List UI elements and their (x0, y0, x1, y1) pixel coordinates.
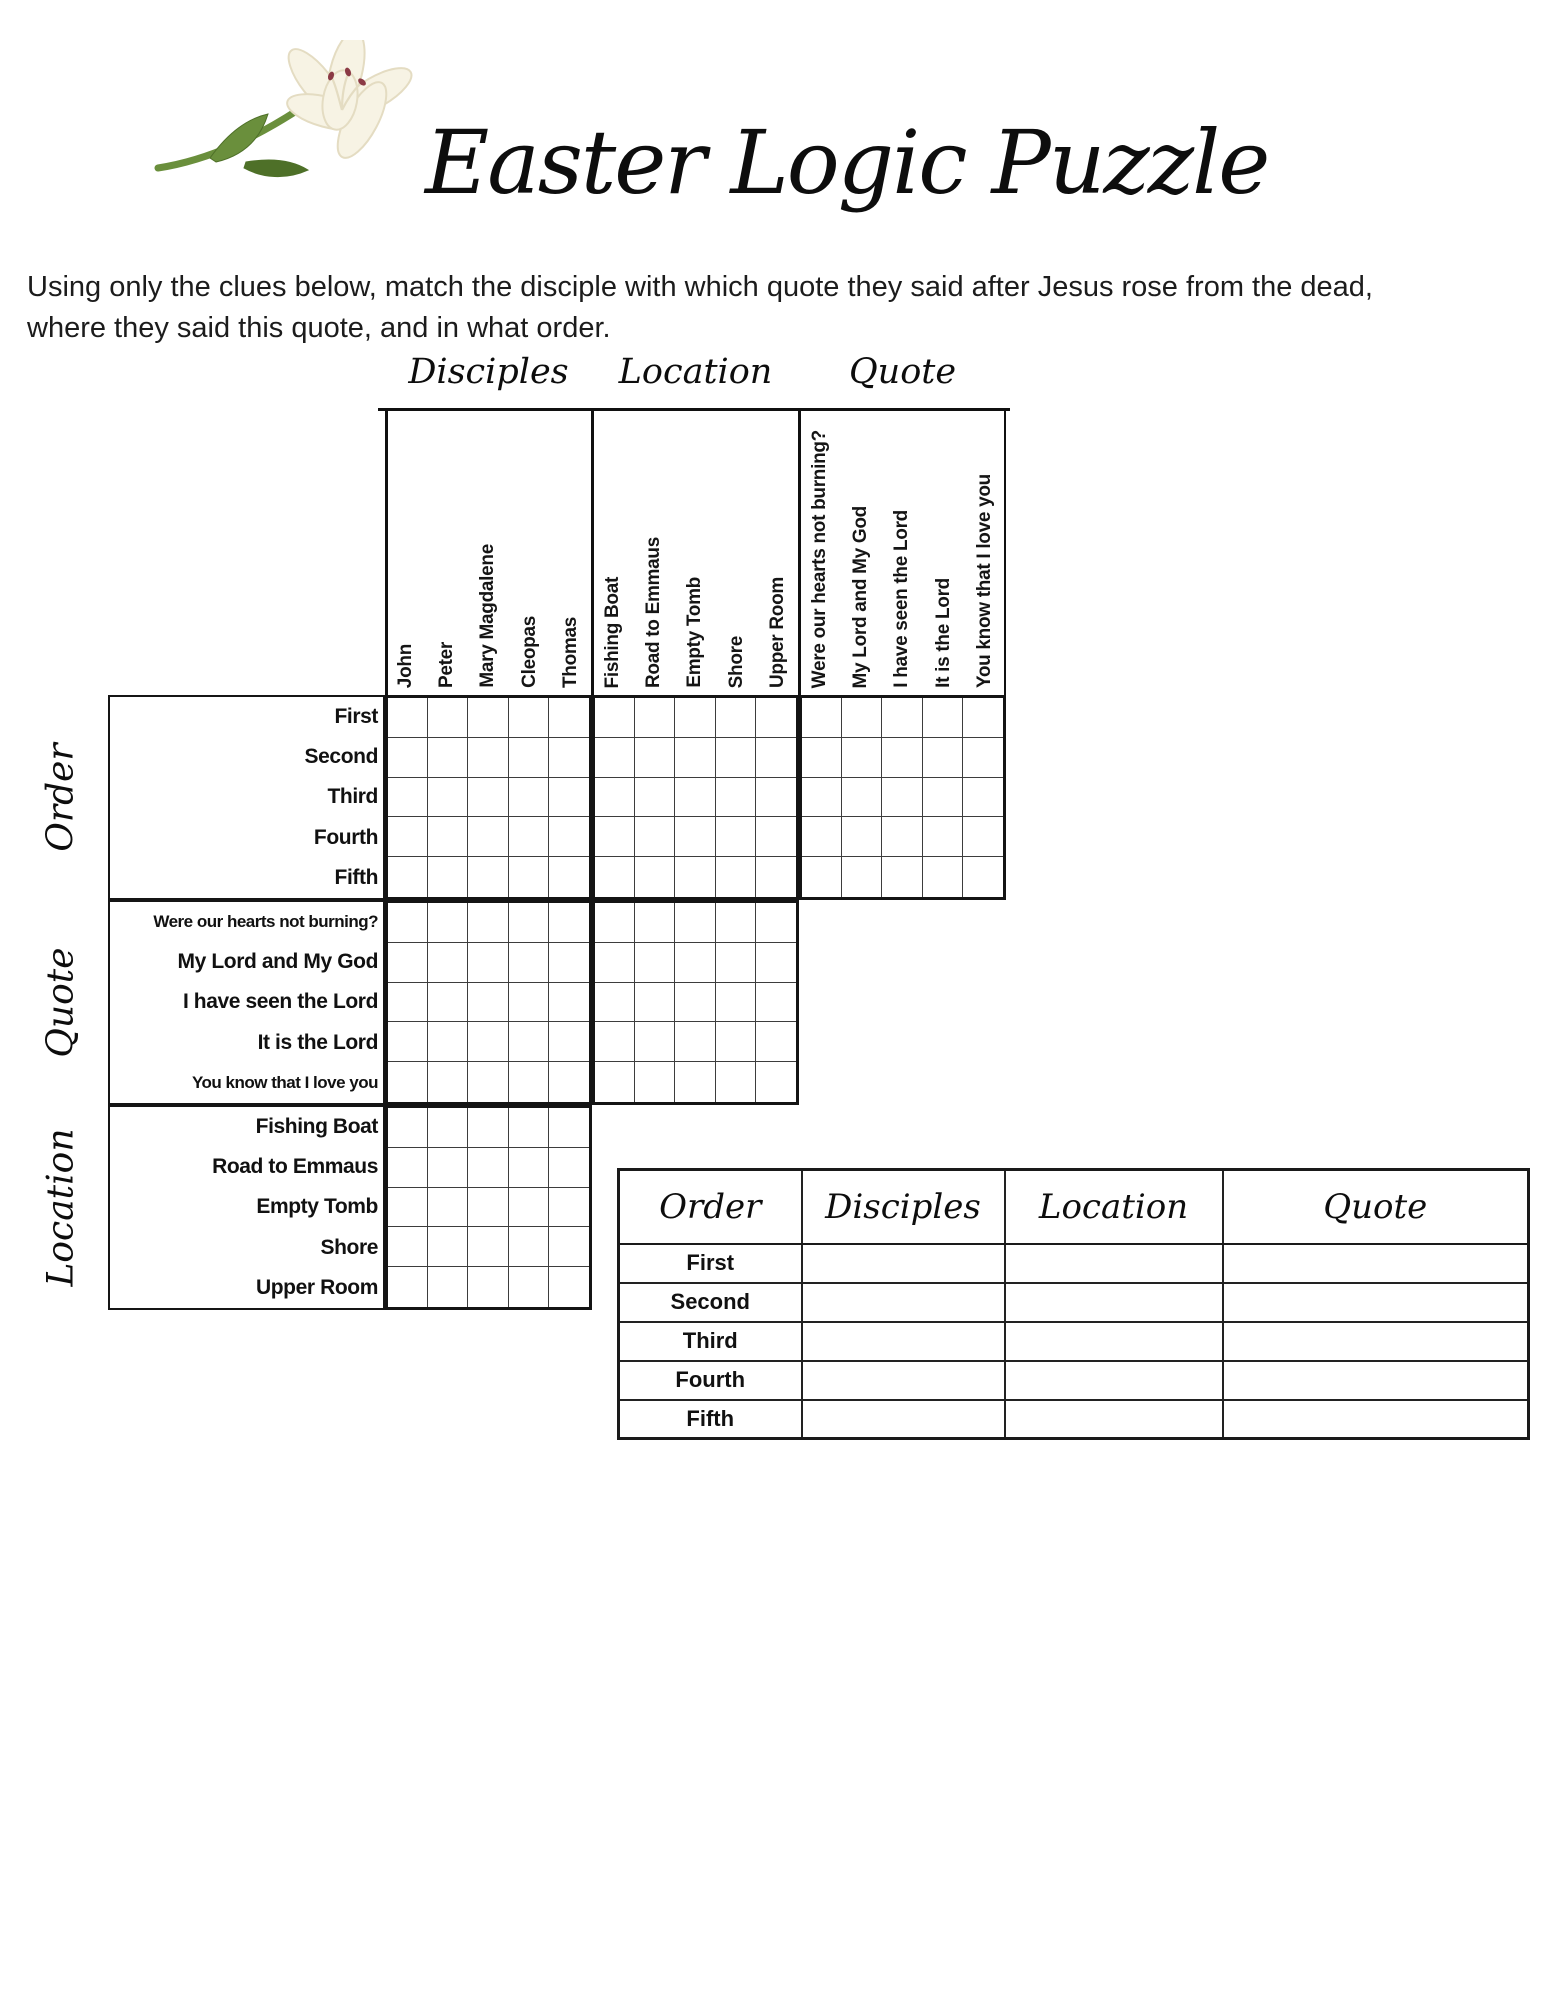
row-label-were-our-hearts-not-burning: Were our hearts not burning? (153, 912, 378, 931)
grid-cell[interactable] (388, 943, 428, 983)
grid-cell[interactable] (428, 698, 468, 738)
row-label-my-lord-and-my-god: My Lord and My God (177, 950, 378, 974)
answer-row-second (619, 1283, 1529, 1322)
grid-cell[interactable] (963, 738, 1003, 778)
grid-cell[interactable] (468, 943, 508, 983)
grid-cell[interactable] (716, 698, 756, 738)
grid-cell[interactable] (716, 778, 756, 818)
answer-blank-cell[interactable] (1005, 1361, 1223, 1400)
row-label-fourth: Fourth (313, 825, 378, 849)
grid-cell[interactable] (388, 817, 428, 857)
grid-cell[interactable] (675, 903, 715, 943)
grid-cell[interactable] (468, 903, 508, 943)
grid-cell[interactable] (428, 983, 468, 1023)
grid-cell[interactable] (882, 698, 922, 738)
row-label-fifth: Fifth (334, 865, 378, 889)
grid-cell[interactable] (509, 817, 549, 857)
grid-cell[interactable] (468, 1188, 508, 1228)
grid-cell[interactable] (549, 1062, 589, 1102)
grid-cell[interactable] (388, 1108, 428, 1148)
grid-cell[interactable] (595, 903, 635, 943)
grid-cell[interactable] (509, 778, 549, 818)
grid-cell[interactable] (388, 1227, 428, 1267)
group-label-underline (378, 408, 1010, 411)
grid-block-order-disciples (385, 695, 592, 900)
grid-cell[interactable] (756, 1062, 796, 1102)
answer-header-quote: Quote (1223, 1170, 1529, 1244)
grid-cell[interactable] (882, 778, 922, 818)
grid-cell[interactable] (549, 1108, 589, 1148)
column-header-i-have-seen-the-lord (882, 412, 923, 695)
column-header-john (385, 412, 426, 695)
grid-cell[interactable] (509, 1188, 549, 1228)
grid-cell[interactable] (595, 817, 635, 857)
grid-cell[interactable] (468, 1227, 508, 1267)
instructions-text: Using only the clues below, match the disciple with which quote they said after Jesus rose from the dead, where they said this quote, and in what order. (27, 271, 1373, 345)
column-header-label: You know that I love you (974, 473, 996, 688)
grid-cell[interactable] (468, 738, 508, 778)
column-header-peter (426, 412, 467, 695)
page-title: Easter Logic Puzzle (425, 110, 1269, 214)
grid-cell[interactable] (388, 1062, 428, 1102)
grid-cell[interactable] (549, 738, 589, 778)
row-labels-location (108, 1105, 385, 1310)
answer-table (617, 1168, 1530, 1440)
grid-cell[interactable] (635, 903, 675, 943)
grid-cell[interactable] (388, 698, 428, 738)
answer-blank-cell[interactable] (1223, 1322, 1529, 1361)
grid-cell[interactable] (549, 1267, 589, 1307)
grid-cell[interactable] (509, 1267, 549, 1307)
grid-cell[interactable] (635, 1062, 675, 1102)
grid-cell[interactable] (802, 778, 842, 818)
grid-cell[interactable] (595, 698, 635, 738)
grid-cell[interactable] (756, 778, 796, 818)
column-header-fishing-boat (592, 412, 633, 695)
column-header-label: Were our hearts not burning? (808, 429, 830, 688)
grid-cell[interactable] (595, 1022, 635, 1062)
grid-cell[interactable] (756, 1022, 796, 1062)
grid-cell[interactable] (756, 698, 796, 738)
grid-cell[interactable] (388, 903, 428, 943)
grid-cell[interactable] (509, 943, 549, 983)
answer-blank-cell[interactable] (802, 1244, 1005, 1283)
grid-cell[interactable] (428, 738, 468, 778)
row-labels-quote (108, 900, 385, 1105)
grid-cell[interactable] (716, 817, 756, 857)
grid-cell[interactable] (388, 1267, 428, 1307)
answer-order-label: Second (619, 1283, 802, 1322)
grid-block-order-quote (799, 695, 1006, 900)
column-header-label: I have seen the Lord (891, 510, 913, 688)
answer-blank-cell[interactable] (1223, 1244, 1529, 1283)
column-header-thomas (551, 412, 592, 695)
grid-cell[interactable] (802, 738, 842, 778)
grid-cell[interactable] (635, 943, 675, 983)
grid-cell[interactable] (509, 1227, 549, 1267)
answer-order-label: First (619, 1244, 802, 1283)
row-label-road-to-emmaus: Road to Emmaus (212, 1155, 378, 1179)
grid-cell[interactable] (756, 903, 796, 943)
grid-cell[interactable] (509, 903, 549, 943)
column-header-label: Empty Tomb (684, 577, 706, 688)
grid-cell[interactable] (963, 778, 1003, 818)
grid-cell[interactable] (549, 903, 589, 943)
answer-blank-cell[interactable] (1223, 1361, 1529, 1400)
column-header-label: Thomas (560, 616, 582, 688)
grid-cell[interactable] (388, 1022, 428, 1062)
grid-cell[interactable] (549, 817, 589, 857)
row-label-third: Third (327, 785, 378, 809)
answer-blank-cell[interactable] (802, 1361, 1005, 1400)
answer-blank-cell[interactable] (1005, 1322, 1223, 1361)
answer-blank-cell[interactable] (802, 1283, 1005, 1322)
grid-cell[interactable] (716, 738, 756, 778)
grid-cell[interactable] (635, 857, 675, 897)
column-header-it-is-the-lord (923, 412, 964, 695)
grid-block-quote-location (592, 900, 799, 1105)
grid-cell[interactable] (923, 698, 963, 738)
answer-blank-cell[interactable] (802, 1322, 1005, 1361)
row-label-you-know-that-i-love-you: You know that I love you (191, 1072, 378, 1092)
column-header-empty-tomb (675, 412, 716, 695)
column-header-label: My Lord and My God (849, 505, 871, 688)
grid-cell[interactable] (635, 983, 675, 1023)
grid-cell[interactable] (923, 738, 963, 778)
grid-cell[interactable] (635, 778, 675, 818)
column-header-mary-magdalene (468, 412, 509, 695)
answer-blank-cell[interactable] (1005, 1244, 1223, 1283)
grid-cell[interactable] (595, 983, 635, 1023)
answer-row-fourth (619, 1361, 1529, 1400)
answer-row-first (619, 1244, 1529, 1283)
column-header-label: Peter (436, 641, 458, 688)
grid-cell[interactable] (842, 857, 882, 897)
grid-cell[interactable] (923, 778, 963, 818)
column-header-upper-room (758, 412, 799, 695)
grid-cell[interactable] (388, 1188, 428, 1228)
grid-cell[interactable] (509, 857, 549, 897)
grid-cell[interactable] (842, 738, 882, 778)
column-header-you-know-that-i-love-you (964, 412, 1005, 695)
grid-cell[interactable] (675, 698, 715, 738)
grid-cell[interactable] (428, 1148, 468, 1188)
grid-cell[interactable] (549, 1022, 589, 1062)
grid-cell[interactable] (756, 943, 796, 983)
column-group-label-quote: Quote (848, 352, 957, 392)
grid-cell[interactable] (549, 1148, 589, 1188)
grid-cell[interactable] (549, 857, 589, 897)
column-header-label: Cleopas (518, 616, 540, 688)
grid-cell[interactable] (549, 943, 589, 983)
answer-order-label: Fourth (619, 1361, 802, 1400)
column-header-road-to-emmaus (633, 412, 674, 695)
row-label-empty-tomb: Empty Tomb (256, 1195, 378, 1219)
answer-blank-cell[interactable] (1223, 1283, 1529, 1322)
grid-cell[interactable] (468, 698, 508, 738)
grid-cell[interactable] (428, 943, 468, 983)
grid-cell[interactable] (595, 738, 635, 778)
answer-table-header-row (619, 1170, 1529, 1244)
row-group-label-location: Location (40, 1128, 82, 1287)
grid-cell[interactable] (716, 1062, 756, 1102)
grid-cell[interactable] (675, 738, 715, 778)
column-header-label: Road to Emmaus (643, 537, 665, 688)
grid-cell[interactable] (675, 1062, 715, 1102)
grid-cell[interactable] (509, 1022, 549, 1062)
grid-cell[interactable] (756, 983, 796, 1023)
grid-cell[interactable] (963, 857, 1003, 897)
grid-cell[interactable] (882, 817, 922, 857)
column-header-label: Mary Magdalene (477, 544, 499, 688)
grid-cell[interactable] (388, 983, 428, 1023)
grid-cell[interactable] (756, 857, 796, 897)
grid-cell[interactable] (716, 983, 756, 1023)
grid-cell[interactable] (428, 778, 468, 818)
grid-cell[interactable] (595, 1062, 635, 1102)
grid-cell[interactable] (428, 1267, 468, 1307)
column-header-label: Shore (725, 635, 747, 688)
grid-cell[interactable] (468, 983, 508, 1023)
row-label-first: First (334, 705, 378, 728)
grid-cell[interactable] (468, 778, 508, 818)
grid-cell[interactable] (756, 817, 796, 857)
grid-cell[interactable] (549, 778, 589, 818)
grid-cell[interactable] (675, 857, 715, 897)
row-label-fishing-boat: Fishing Boat (255, 1115, 378, 1138)
column-header-label: Fishing Boat (601, 576, 623, 688)
grid-cell[interactable] (842, 698, 882, 738)
answer-blank-cell[interactable] (1005, 1283, 1223, 1322)
grid-cell[interactable] (716, 903, 756, 943)
grid-cell[interactable] (468, 1148, 508, 1188)
grid-cell[interactable] (428, 1022, 468, 1062)
answer-row-fifth (619, 1400, 1529, 1439)
grid-cell[interactable] (468, 1022, 508, 1062)
grid-cell[interactable] (509, 1062, 549, 1102)
column-header-label: John (394, 643, 416, 688)
row-group-label-quote: Quote (40, 947, 82, 1058)
grid-cell[interactable] (428, 857, 468, 897)
grid-cell[interactable] (802, 698, 842, 738)
column-header-shore (716, 412, 757, 695)
row-group-label-order: Order (40, 743, 82, 852)
column-header-my-lord-and-my-god (840, 412, 881, 695)
column-group-labels (385, 352, 1006, 392)
grid-cell[interactable] (675, 817, 715, 857)
row-label-i-have-seen-the-lord: I have seen the Lord (182, 990, 378, 1014)
grid-cell[interactable] (842, 778, 882, 818)
column-headers (385, 412, 1006, 695)
grid-cell[interactable] (635, 738, 675, 778)
grid-cell[interactable] (388, 738, 428, 778)
grid-cell[interactable] (963, 817, 1003, 857)
grid-block-location-disciples (385, 1105, 592, 1310)
row-label-shore: Shore (320, 1235, 378, 1259)
grid-cell[interactable] (675, 943, 715, 983)
answer-header-disciples: Disciples (802, 1170, 1005, 1244)
column-header-label: Upper Room (767, 576, 789, 688)
grid-cell[interactable] (675, 983, 715, 1023)
answer-order-label: Third (619, 1322, 802, 1361)
row-label-it-is-the-lord: It is the Lord (257, 1030, 378, 1054)
grid-cell[interactable] (509, 698, 549, 738)
grid-cell[interactable] (549, 983, 589, 1023)
grid-cell[interactable] (595, 943, 635, 983)
grid-cell[interactable] (716, 857, 756, 897)
grid-cell[interactable] (468, 857, 508, 897)
column-header-cleopas (509, 412, 550, 695)
grid-block-quote-disciples (385, 900, 592, 1105)
column-group-label-disciples: Disciples (408, 352, 569, 392)
column-header-label: It is the Lord (932, 578, 954, 688)
grid-cell[interactable] (802, 857, 842, 897)
grid-cell[interactable] (428, 1227, 468, 1267)
answer-order-label: Fifth (619, 1400, 802, 1439)
grid-cell[interactable] (428, 817, 468, 857)
grid-cell[interactable] (675, 1022, 715, 1062)
column-group-label-location: Location (618, 352, 773, 392)
grid-cell[interactable] (635, 817, 675, 857)
grid-cell[interactable] (549, 1227, 589, 1267)
grid-cell[interactable] (388, 857, 428, 897)
easter-lily-icon (150, 40, 440, 190)
answer-blank-cell[interactable] (1223, 1400, 1529, 1439)
answer-header-order: Order (619, 1170, 802, 1244)
row-labels-order (108, 695, 385, 900)
grid-cell[interactable] (882, 857, 922, 897)
grid-cell[interactable] (509, 1108, 549, 1148)
grid-cell[interactable] (635, 698, 675, 738)
grid-cell[interactable] (468, 1267, 508, 1307)
row-label-second: Second (304, 745, 378, 769)
grid-cell[interactable] (716, 1022, 756, 1062)
grid-cell[interactable] (428, 1188, 468, 1228)
grid-cell[interactable] (509, 738, 549, 778)
grid-cell[interactable] (388, 1148, 428, 1188)
grid-cell[interactable] (802, 817, 842, 857)
grid-cell[interactable] (428, 1062, 468, 1102)
grid-cell[interactable] (549, 1188, 589, 1228)
grid-cell[interactable] (923, 817, 963, 857)
grid-cell[interactable] (635, 1022, 675, 1062)
grid-block-order-location (592, 695, 799, 900)
answer-blank-cell[interactable] (1005, 1400, 1223, 1439)
grid-cell[interactable] (428, 1108, 468, 1148)
grid-cell[interactable] (963, 698, 1003, 738)
grid-cell[interactable] (756, 738, 796, 778)
grid-cell[interactable] (468, 1108, 508, 1148)
grid-cell[interactable] (509, 1148, 549, 1188)
answer-header-location: Location (1005, 1170, 1223, 1244)
grid-cell[interactable] (468, 1062, 508, 1102)
grid-cell[interactable] (923, 857, 963, 897)
grid-cell[interactable] (595, 857, 635, 897)
grid-cell[interactable] (595, 778, 635, 818)
grid-cell[interactable] (388, 778, 428, 818)
grid-cell[interactable] (675, 778, 715, 818)
grid-cell[interactable] (428, 903, 468, 943)
column-header-were-our-hearts-not-burning (799, 412, 840, 695)
grid-cell[interactable] (882, 738, 922, 778)
grid-cell[interactable] (509, 983, 549, 1023)
answer-row-third (619, 1322, 1529, 1361)
grid-cell[interactable] (468, 817, 508, 857)
answer-blank-cell[interactable] (802, 1400, 1005, 1439)
grid-cell[interactable] (549, 698, 589, 738)
grid-cell[interactable] (716, 943, 756, 983)
grid-cell[interactable] (842, 817, 882, 857)
row-label-upper-room: Upper Room (255, 1275, 378, 1299)
